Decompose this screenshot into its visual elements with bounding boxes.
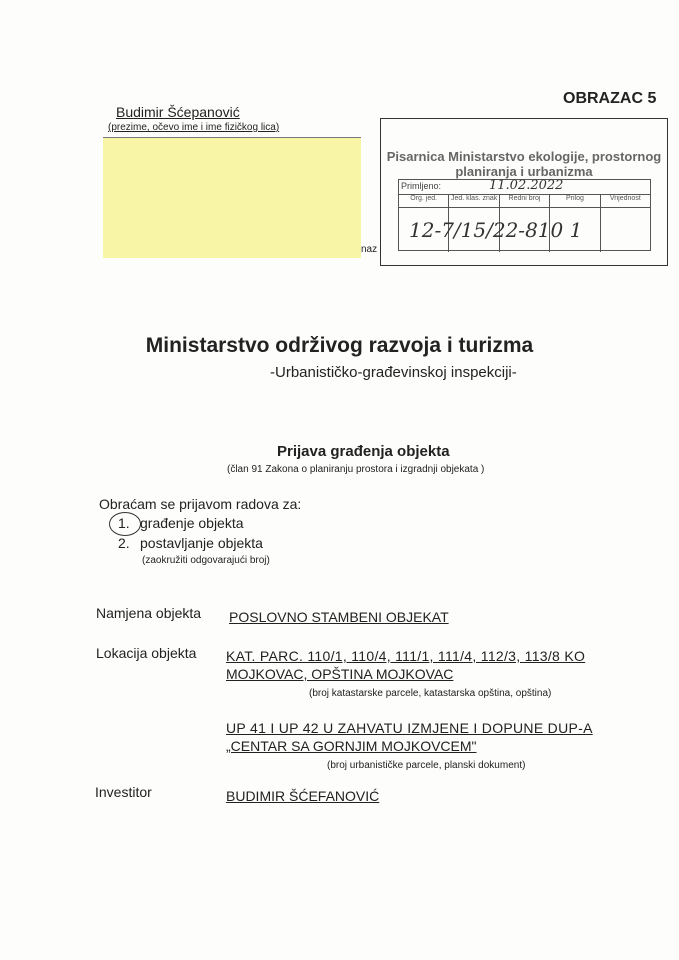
- col-prilog: Prilog: [550, 195, 600, 207]
- col-vrijednost: Vrijednost: [609, 195, 641, 202]
- option-2-label: postavljanje objekta: [140, 535, 263, 551]
- ministry-title: Ministarstvo održivog razvoja i turizma: [145, 334, 534, 357]
- option-1-label: građenje objekta: [140, 515, 244, 531]
- received-label: Primljeno:: [401, 181, 442, 191]
- inspection-subtitle: -Urbanističko-građevinskoj inspekciji-: [270, 364, 517, 381]
- location-line-2: MOJKOVAC, OPŠTINA MOJKOVAC: [226, 666, 454, 682]
- form-label: OBRAZAC 5: [563, 90, 657, 107]
- redaction-highlight: [103, 137, 361, 258]
- col-klas: Jed. klas. znak: [449, 195, 499, 207]
- location-label: Lokacija objekta: [96, 645, 197, 661]
- options-note: (zaokružiti odgovarajući broj): [142, 555, 270, 566]
- purpose-label: Namjena objekta: [96, 605, 202, 621]
- received-date: 11.02.2022: [489, 178, 564, 193]
- registry-stamp: [380, 118, 668, 266]
- plan-line-2: „CENTAR SA GORNJIM MOJKOVCEM": [226, 738, 477, 754]
- location-line-1: KAT. PARC. 110/1, 110/4, 111/1, 111/4, 112/3, 113/8 KO: [226, 648, 586, 664]
- plan-line-1: UP 41 I UP 42 U ZAHVATU IZMJENE I DOPUNE DUP-A: [226, 720, 593, 736]
- applicant-name: Budimir Šćepanović: [116, 104, 240, 120]
- stamp-title-2: planiranja i urbanizma: [455, 164, 593, 179]
- stamp-title-1: Pisarnica Ministarstvo ekologije, prostornog: [386, 149, 662, 164]
- investor-value: BUDIMIR ŠĆEFANOVIĆ: [226, 788, 380, 804]
- option-2-num: 2.: [118, 535, 130, 551]
- option-1-num: 1.: [118, 515, 130, 531]
- col-org: Org. jed.: [399, 195, 449, 207]
- location-note: (broj katastarske parcele, katastarska opština, opština): [309, 688, 552, 699]
- col-redni: Redni broj: [500, 195, 550, 207]
- purpose-value: POSLOVNO STAMBENI OBJEKAT: [229, 609, 449, 625]
- form-heading: Prijava građenja objekta: [277, 443, 450, 460]
- law-reference: (član 91 Zakona o planiranju prostora i izgradnji objekata ): [227, 464, 485, 475]
- registry-number: 12-7/15/22-810 1: [409, 218, 583, 242]
- stamp-grid: [398, 179, 651, 251]
- cut-text: naz: [361, 244, 378, 255]
- plan-note: (broj urbanističke parcele, planski dokument): [327, 760, 526, 771]
- intro-text: Obraćam se prijavom radova za:: [99, 496, 302, 512]
- investor-label: Investitor: [95, 784, 152, 800]
- applicant-caption: (prezime, očevo ime i ime fizičkog lica): [108, 122, 280, 133]
